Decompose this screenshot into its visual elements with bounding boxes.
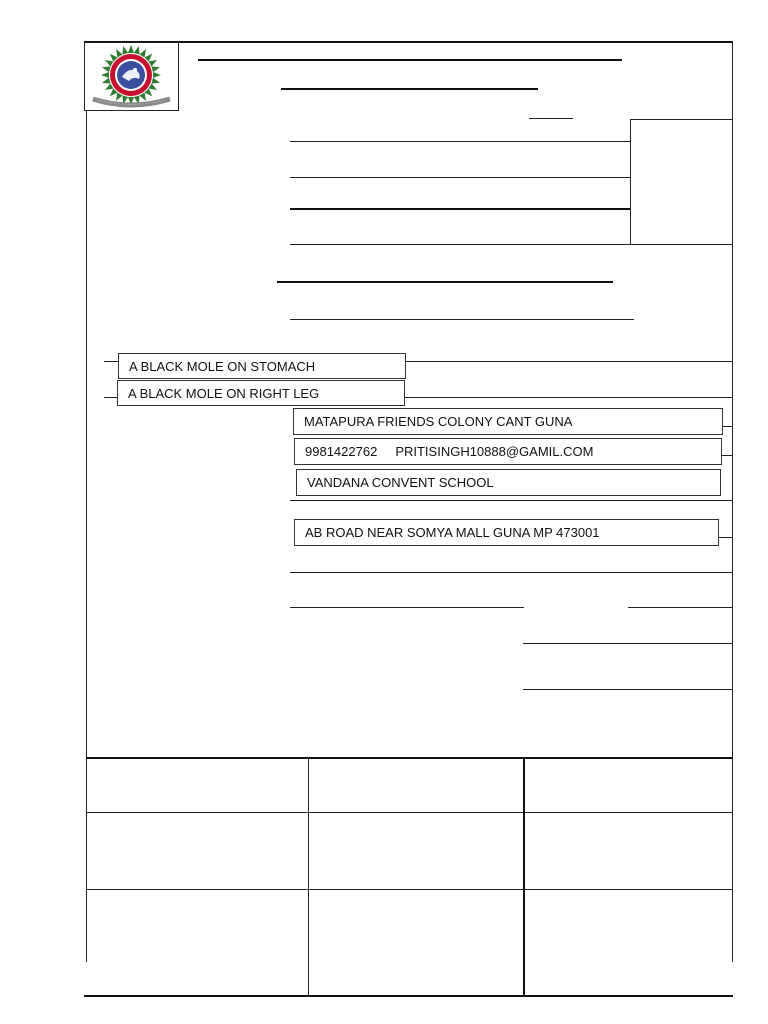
table-row-divider-2 (86, 889, 733, 890)
subtitle-underline (281, 88, 538, 90)
school-emblem-icon (85, 43, 178, 110)
table-col-divider-2 (523, 757, 525, 996)
field-line-8[interactable] (523, 643, 733, 644)
phone-value: 9981422762 (305, 444, 378, 459)
id-mark-2-line-right (405, 397, 733, 398)
school-address-field[interactable]: AB ROAD NEAR SOMYA MALL GUNA MP 473001 (294, 519, 719, 546)
page-right-border (732, 41, 733, 962)
identification-mark-2-field[interactable]: A BLACK MOLE ON RIGHT LEG (117, 380, 405, 406)
school-name-line (290, 500, 733, 501)
field-line-5[interactable] (290, 319, 634, 320)
table-col-divider-1 (308, 757, 309, 996)
address-line-right (722, 426, 733, 427)
logo-frame (84, 42, 179, 111)
id-mark-1-line-left (104, 361, 118, 362)
page-bottom-border (84, 995, 733, 997)
contact-field[interactable] (294, 438, 722, 465)
table-top-border (86, 757, 733, 759)
field-line-1[interactable] (290, 141, 630, 142)
table-row-divider-1 (86, 812, 733, 813)
identification-mark-1-field[interactable]: A BLACK MOLE ON STOMACH (118, 353, 406, 379)
photo-box-top (630, 119, 733, 120)
field-line-7a[interactable] (290, 607, 524, 608)
school-name-field[interactable]: VANDANA CONVENT SCHOOL (296, 469, 721, 496)
address-field[interactable]: MATAPURA FRIENDS COLONY CANT GUNA (293, 408, 723, 435)
email-value: PRITISINGH10888@GAMIL.COM (395, 444, 594, 459)
field-line-9[interactable] (523, 689, 733, 690)
page-top-border (84, 41, 733, 43)
page-left-border (86, 111, 87, 962)
short-field-line (529, 118, 573, 119)
field-line-4[interactable] (290, 244, 733, 245)
field-line-2[interactable] (290, 177, 630, 178)
contact-line-right (722, 455, 733, 456)
field-line-6[interactable] (290, 572, 733, 573)
school-address-line-right (719, 537, 733, 538)
section-underline (277, 281, 613, 283)
field-line-7b[interactable] (628, 607, 733, 608)
photo-box-left (630, 119, 631, 245)
title-underline (198, 59, 622, 61)
field-line-3[interactable] (290, 208, 630, 210)
id-mark-2-line-left (104, 397, 118, 398)
id-mark-1-line-right (405, 361, 733, 362)
